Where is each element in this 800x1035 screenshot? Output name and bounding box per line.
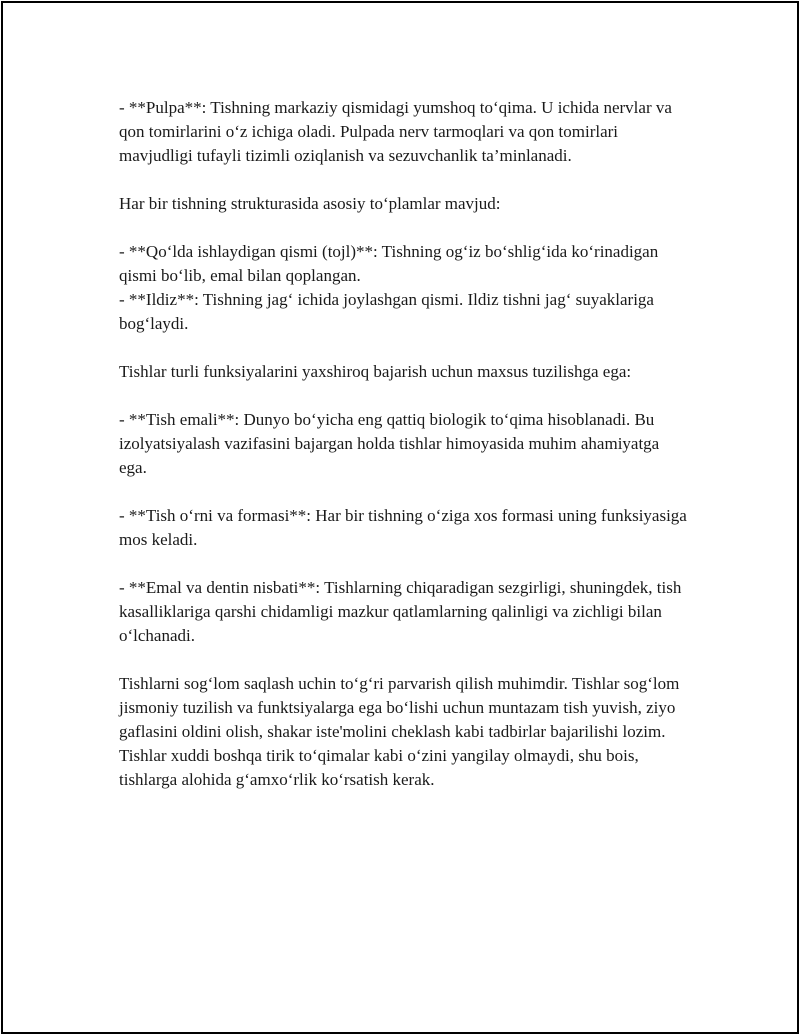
- paragraph-function-intro: Tishlar turli funksiyalarini yaxshiroq bajarish uchun maxsus tuzilishga ega:: [119, 362, 632, 381]
- paragraph-care: Tishlarni sog‘lom saqlash uchin to‘g‘ri parvarish qilish muhimdir. Tishlar sog‘lom jismoniy tuzilish va funktsiyalarga ega bo‘lishi uchun muntazam tish yuvish, ziyo gaflasini oldini olish, shakar iste'molini cheklash kabi tadbirlar bajarilishi lozim. Tishlar xuddi boshqa tirik to‘qimalar kabi o‘zini yangilay olmaydi, shu bois, tishlarga alohida g‘amxo‘rlik ko‘rsatish kerak.: [119, 674, 680, 789]
- paragraph-pulpa: - **Pulpa**: Tishning markaziy qismidagi yumshoq to‘qima. U ichida nervlar va qon tomirlarini o‘z ichiga oladi. Pulpada nerv tarmoqlari va qon tomirlari mavjudligi tufayli tizimli oziqlanish va sezuvchanlik ta’minlanadi.: [119, 98, 672, 165]
- paragraph-structure-intro: Har bir tishning strukturasida asosiy to‘plamlar mavjud:: [119, 194, 501, 213]
- list-item-crown: - **Qo‘lda ishlaydigan qismi (tojl)**: Tishning og‘iz bo‘shlig‘ida ko‘rinadigan qismi bo‘lib, emal bilan qoplangan.: [119, 242, 659, 285]
- list-item-root: - **Ildiz**: Tishning jag‘ ichida joylashgan qismi. Ildiz tishni jag‘ suyaklariga bog‘laydi.: [119, 290, 654, 333]
- document-body: [119, 96, 689, 816]
- list-item-shape: - **Tish o‘rni va formasi**: Har bir tishning o‘ziga xos formasi uning funksiyasiga mos keladi.: [119, 506, 687, 549]
- list-item-enamel-dentin: - **Emal va dentin nisbati**: Tishlarning chiqaradigan sezgirligi, shuningdek, tish kasalliklariga qarshi chidamligi mazkur qatlamlarning qalinligi va zichligi bilan o‘lchanadi.: [119, 578, 682, 645]
- document-page: [1, 1, 799, 1034]
- list-item-enamel: - **Tish emali**: Dunyo bo‘yicha eng qattiq biologik to‘qima hisoblanadi. Bu izolyatsiyalash vazifasini bajargan holda tishlar himoyasida muhim ahamiyatga ega.: [119, 410, 660, 477]
